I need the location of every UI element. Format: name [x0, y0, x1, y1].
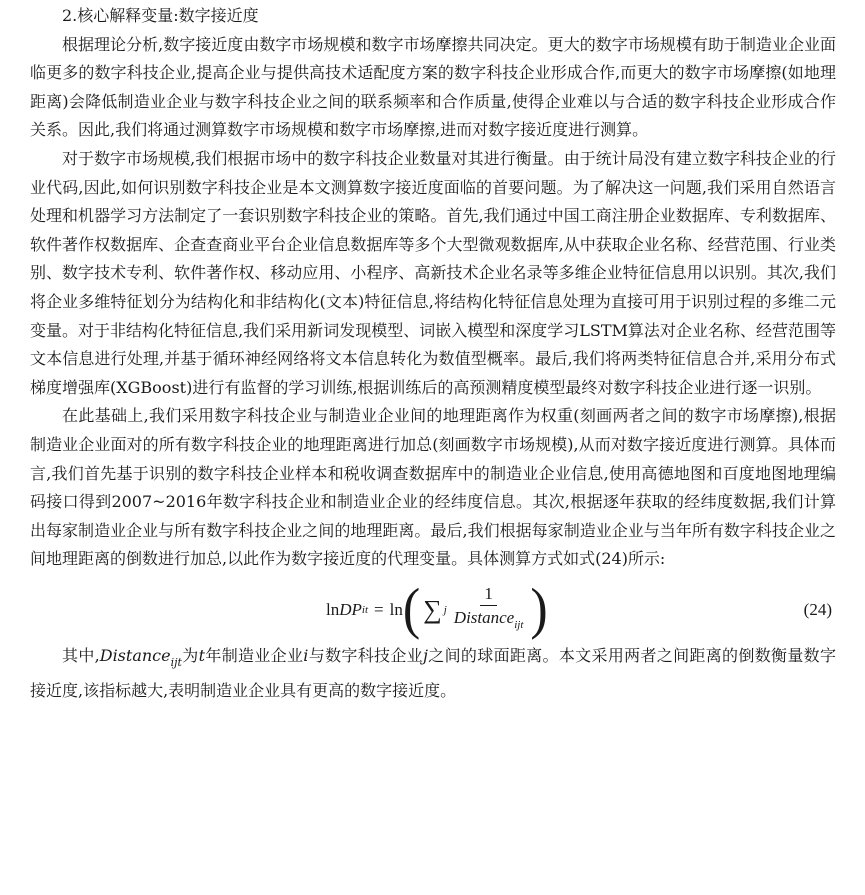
formula-lhs-var: DP — [339, 599, 362, 619]
paragraph-1: 根据理论分析,数字接近度由数字市场规模和数字市场摩擦共同决定。更大的数字市场规模有助于制造业企业面临更多的数字科技企业,提高企业与提供高技术适配度方案的数字科技企业形成合作,而更大的数字市场摩擦(如地理距离)会降低制造业企业与数字科技企业之间的联系频率和合作质量,使得企业难以与合适的数字科技企业形成合作关系。因此,我们将通过测算数字市场规模和数字市场摩擦,进而对数字接近度进行测算。 — [30, 34, 836, 140]
formula-body — [326, 577, 548, 641]
closing-t: t — [198, 645, 206, 665]
closing-text-2: 年制造业企业 — [205, 645, 304, 665]
formula-equals: = — [374, 599, 384, 619]
fraction-numerator: 1 — [480, 584, 497, 606]
equation-number: (24) — [803, 599, 832, 619]
paragraph-3: 在此基础上,我们采用数字科技企业与制造业企业间的地理距离作为权重(刻画两者之间的数字市场摩擦),根据制造业企业面对的所有数字科技企业的地理距离进行加总(刻画数字市场规模),从而对数字接近度进行测算。具体而言,我们首先基于识别的数字科技企业样本和税收调查数据库中的制造业企业信息,使用高德地图和百度地图地理编码接口得到2007~2016年数字科技企业和制造业企业的经纬度信息。其次,根据逐年获取的经纬度数据,我们计算出每家制造业企业与所有数字科技企业之间的地理距离。最后,我们根据每家制造业企业与当年所有数字科技企业之间地理距离的倒数进行加总,以此作为数字接近度的代理变量。具体测算方式如式(24)所示: — [30, 406, 836, 569]
closing-text-4: 之间的球面距离。本文采用两者之间距离的倒数衡量数字接近度,该指标越大,表明制造业企业具有更高的数字接近度。 — [30, 645, 836, 701]
paragraph-2: 对于数字市场规模,我们根据市场中的数字科技企业数量对其进行衡量。由于统计局没有建立数字科技企业的行业代码,因此,如何识别数字科技企业是本文测算数字接近度面临的首要问题。为了解决这一问题,我们采用自然语言处理和机器学习方法制定了一套识别数字科技企业的策略。首先,我们通过中国工商注册企业数据库、专利数据库、软件著作权数据库、企查查商业平台企业信息数据库等多个大型微观数据库,从中获取企业名称、经营范围、行业类别、数字技术专利、软件著作权、移动应用、小程序、高新技术企业名录等多维企业特征信息用以识别。其次,我们将企业多维特征划分为结构化和非结构化(文本)特征信息,将结构化特征信息处理为直接可用于识别过程的多维二元变量。对于非结构化特征信息,我们采用新词发现模型、词嵌入模型和深度学习LSTM算法对企业名称、经营范围等文本信息进行处理,并基于循环神经网络将文本信息转化为数值型概率。最后,我们将两类特征信息合并,采用分布式梯度增强库(XGBoost)进行有监督的学习训练,根据训练后的高预测精度模型最终对数字科技企业进行逐一识别。 — [30, 148, 836, 397]
fraction — [450, 584, 528, 635]
left-paren: ( — [402, 577, 421, 641]
closing-text-1: 为 — [181, 645, 199, 665]
section-heading: 2.核心解释变量:数字接近度 — [62, 6, 259, 25]
closing-i: i — [303, 645, 309, 665]
formula-lhs-sub: it — [361, 603, 369, 616]
document-page — [30, 0, 836, 706]
denominator-var: Distance — [453, 608, 515, 628]
closing-var: Distance — [99, 645, 171, 665]
formula-rhs-fn: ln — [389, 599, 403, 619]
equation-24 — [30, 577, 836, 641]
right-paren: ) — [530, 577, 548, 641]
sum-index: j — [443, 603, 447, 616]
formula-lhs-fn: ln — [326, 599, 340, 619]
closing-text-3: 与数字科技企业 — [308, 645, 423, 665]
closing-prefix: 其中, — [62, 645, 100, 665]
closing-paragraph — [30, 642, 836, 706]
sum-symbol: ∑ — [423, 594, 442, 624]
closing-var-sub: ijt — [170, 655, 182, 669]
fraction-denominator — [450, 606, 528, 635]
denominator-sub: ijt — [514, 619, 524, 632]
closing-j: j — [423, 645, 428, 665]
